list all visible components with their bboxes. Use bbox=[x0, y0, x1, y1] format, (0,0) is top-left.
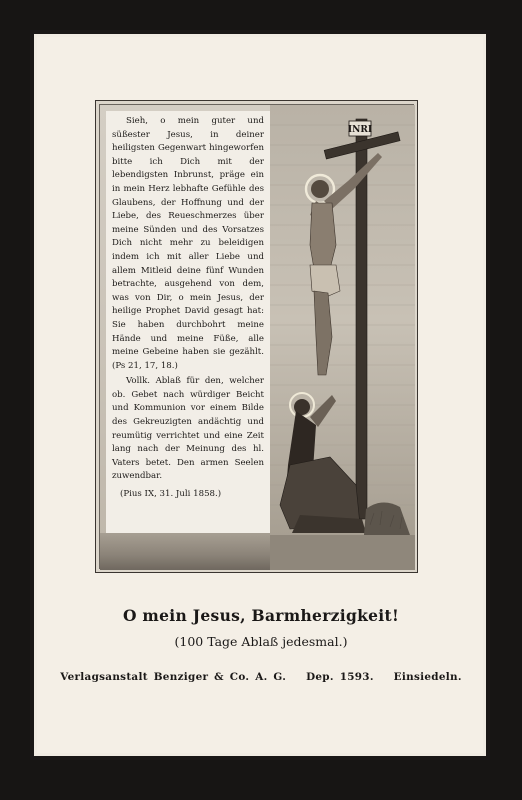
publisher-name: Verlagsanstalt Benziger & Co. A. G. bbox=[60, 671, 287, 683]
indulgence-text: Vollk. Ablaß für den, welcher ob. Gebet nach würdiger Beicht und Kommunion vor einem Bilde des Gekreuzigten andächtig und reumütig verrichtet und eine Zeit lang nach der Meinung des hl. Vaters betet. Den armen Seelen zuwendbar. bbox=[112, 376, 264, 482]
ejaculation-title: O mein Jesus, Barmherzigkeit! bbox=[122, 606, 400, 625]
publisher-dep: Dep. 1593. bbox=[306, 671, 374, 683]
devotional-image bbox=[99, 104, 414, 569]
devotional-image-frame bbox=[95, 100, 418, 573]
signature-text: (Pius IX, 31. Juli 1858.) bbox=[120, 489, 222, 500]
prayer-panel bbox=[106, 111, 270, 535]
publisher-city: Einsiedeln. bbox=[393, 671, 462, 683]
indulgence-subtitle: (100 Tage Ablaß jedesmal.) bbox=[174, 634, 348, 649]
prayer-text: Sieh, o mein guter und süßester Jesus, in deiner heiligsten Gegenwart hingeworfen bitte ich Dich mit der lebendigsten Inbrunst, präge ein in mein Herz lebhafte Gefühle des Glaubens, der Hoffnung und der Liebe, des Reueschmerzes über meine Sünden und des Vorsatzes Dich nicht mehr zu beleidigen indem ich mit aller Liebe und allem Mitleid deine fünf Wunden betrachte, ausgehend von dem, was von Dir, o mein Jesus, der heilige Prophet David gesagt hat: Sie haben durchbohrt meine Hände und meine Füße, alle meine Gebeine haben sie gezählt. (Ps 21, 17, 18.) bbox=[112, 116, 264, 371]
publisher-line bbox=[0, 671, 522, 683]
crucifixion-illustration bbox=[270, 105, 415, 570]
inri-plaque: INRI bbox=[347, 125, 373, 135]
